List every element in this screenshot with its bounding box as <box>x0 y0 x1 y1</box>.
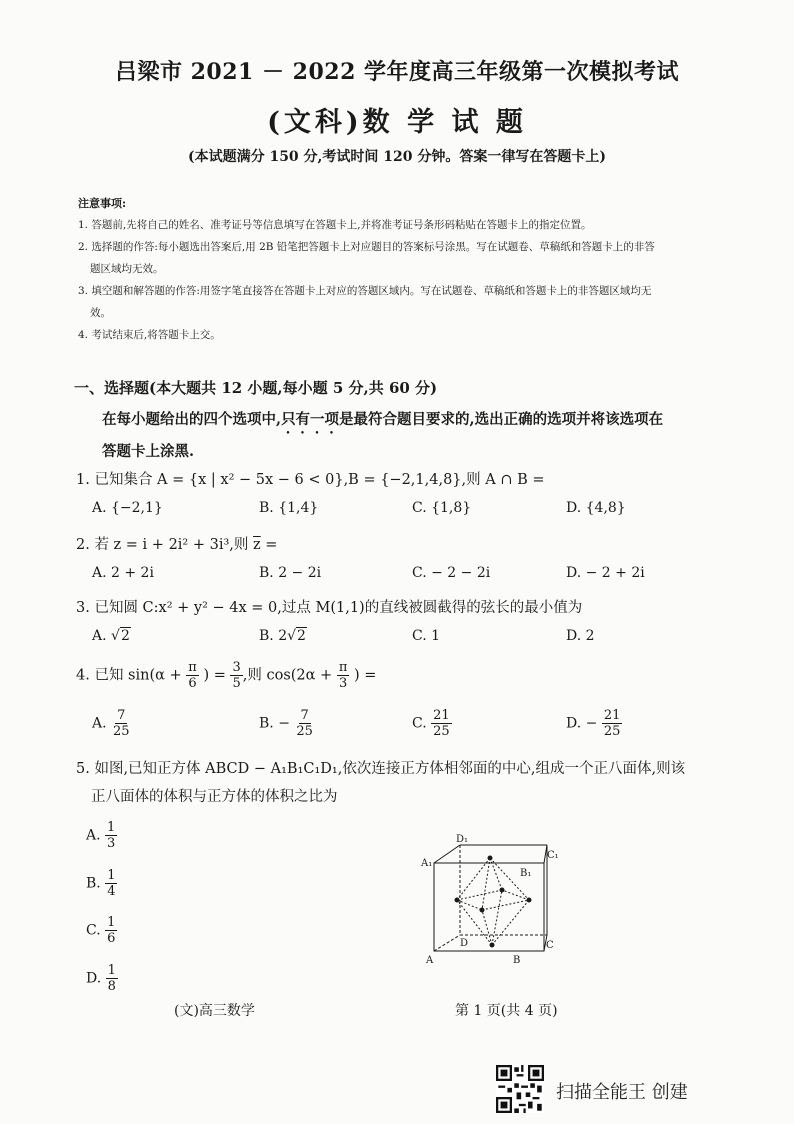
option-prefix: D. <box>86 970 102 987</box>
fraction-numerator: 21 <box>433 708 450 723</box>
q2-option-c: C. − 2 − 2i <box>412 565 491 581</box>
q5-option-c <box>86 915 117 946</box>
notice-item-continued: 题区域均无效。 <box>90 263 164 275</box>
option-fraction <box>111 708 132 739</box>
fraction-denominator: 25 <box>433 724 450 739</box>
option-fraction <box>602 708 623 739</box>
q4-fraction <box>186 660 199 691</box>
fraction-numerator: 3 <box>232 660 241 675</box>
fraction-numerator: 1 <box>107 963 116 978</box>
q2-stem-text: = <box>260 537 278 553</box>
q2-option-d: D. − 2 + 2i <box>566 565 645 581</box>
fraction-numerator: 1 <box>107 868 116 883</box>
q4-option-d <box>566 708 622 739</box>
fraction-denominator: 25 <box>113 724 130 739</box>
fraction-denominator: 25 <box>296 724 313 739</box>
vertex-label-a1: A₁ <box>421 858 433 869</box>
fraction-denominator: 8 <box>107 979 116 994</box>
option-prefix: B. <box>259 715 274 732</box>
fraction-denominator: 6 <box>107 931 116 946</box>
fraction-denominator: 3 <box>107 836 116 851</box>
notice-item: 4. 考试结束后,将答题卡上交。 <box>78 329 221 341</box>
option-fraction <box>431 708 452 739</box>
vertex-label-d1: D₁ <box>456 834 469 845</box>
q4-option-b <box>259 708 315 739</box>
q4-fraction <box>337 660 350 691</box>
cube-edge <box>434 845 460 863</box>
cube-octahedron-figure <box>412 828 572 978</box>
vertex-label-b1: B₁ <box>520 868 532 879</box>
vertex-label-a: A <box>426 955 434 966</box>
option-sign: − <box>585 715 598 732</box>
notice-item: 1. 答题前,先将自己的姓名、准考证号等信息填写在答题卡上,并将准考证号条形码粘贴在答题卡上的指定位置。 <box>78 219 592 231</box>
option-prefix: A. <box>86 827 101 844</box>
fraction-numerator: 1 <box>107 915 116 930</box>
vertex-label-b: B <box>513 955 521 966</box>
q3-option-b-label: B. 2 <box>259 628 288 644</box>
q4-stem-text: ,则 cos(2α + <box>242 667 333 684</box>
question-2-stem <box>76 533 277 554</box>
q2-conjugate: $\overline{z}$ <box>253 537 261 553</box>
exam-subtitle: (文科)数 学 试 题 <box>267 107 527 138</box>
q3-radicand: 2 <box>297 628 306 644</box>
option-fraction <box>105 868 117 899</box>
option-sign: − <box>278 715 290 732</box>
section-heading: 一、选择题(本大题共 12 小题,每小题 5 分,共 60 分) <box>74 379 438 397</box>
octahedron-edges <box>457 858 532 945</box>
q3-option-c: C. 1 <box>412 628 441 644</box>
question-1-stem: 1. 已知集合 A = {x | x² − 5x − 6 < 0},B = {−2,1,4,8},则 A ∩ B = <box>76 472 545 488</box>
fraction-denominator: 25 <box>603 724 621 739</box>
vertex-label-c1: C₁ <box>547 850 559 861</box>
fraction-denominator: 6 <box>188 676 197 691</box>
intro-text: 答题卡上涂黑. <box>102 443 195 460</box>
question-3-stem: 3. 已知圆 C:x² + y² − 4x = 0,过点 M(1,1)的直线被圆截得的弦长的最小值为 <box>76 600 583 616</box>
q4-fraction <box>230 660 242 691</box>
fraction-numerator: 7 <box>117 708 126 723</box>
question-5-stem-line2: 正八面体的体积与正方体的体积之比为 <box>91 789 338 805</box>
intro-text: 在每小题给出的四个选项中, <box>102 411 282 428</box>
option-fraction <box>106 963 118 994</box>
intro-text: 是最符合题目要求的,选出正确的选项并将该选项在 <box>339 411 664 428</box>
fraction-numerator: 7 <box>300 708 309 723</box>
notice-item: 3. 填空题和解答题的作答:用签字笔直接答在答题卡上对应的答题区域内。写在试题卷、草稿纸和答题卡上的非答题区域均无 <box>78 285 652 297</box>
q1-option-c: C. {1,8} <box>412 500 472 516</box>
option-prefix: D. <box>566 715 582 732</box>
q1-option-a: A. {−2,1} <box>92 500 163 516</box>
vertex-label-d: D <box>460 938 469 949</box>
option-fraction <box>105 915 117 946</box>
notice-item: 2. 选择题的作答:每小题选出答案后,用 2B 铅笔把答题卡上对应题目的答案标号涂黑。写在试题卷、草稿纸和答题卡上的非答 <box>78 241 655 253</box>
question-4-stem <box>76 660 376 691</box>
option-prefix: C. <box>412 715 427 732</box>
fraction-numerator: π <box>338 660 348 675</box>
q1-option-d: D. {4,8} <box>566 500 626 516</box>
fraction-numerator: 21 <box>603 708 621 723</box>
notice-title: 注意事项: <box>78 197 127 210</box>
q1-option-b: B. {1,4} <box>259 500 319 516</box>
scanner-watermark: 扫描全能王 创建 <box>556 1082 688 1103</box>
q4-stem-text: ) = <box>203 667 226 684</box>
notice-item-continued: 效。 <box>90 307 111 319</box>
q4-stem-text: ) = <box>353 667 377 684</box>
footer-page-number: 第 1 页(共 4 页) <box>455 1003 558 1019</box>
option-fraction <box>105 820 117 851</box>
fraction-numerator: 1 <box>107 820 116 835</box>
intro-emphasis: 只有一项 <box>281 411 340 428</box>
q2-option-a: A. 2 + 2i <box>92 565 154 581</box>
q5-option-a <box>86 820 117 851</box>
fraction-denominator: 3 <box>338 676 348 691</box>
qr-code-icon <box>496 1065 544 1113</box>
option-prefix: C. <box>86 922 101 939</box>
q2-stem-text: 2. 若 z = i + 2i² + 3i³,则 <box>76 537 254 553</box>
option-prefix: A. <box>92 715 107 732</box>
q3-option-d: D. 2 <box>566 628 595 644</box>
q5-option-d <box>86 963 118 994</box>
cube-hidden-edge <box>434 935 460 951</box>
option-fraction <box>294 708 315 739</box>
question-5-stem-line1: 5. 如图,已知正方体 ABCD − A₁B₁C₁D₁,依次连接正方体相邻面的中心,组成一个正八面体,则该 <box>76 761 686 777</box>
q3-option-a: A. √2 <box>92 628 130 644</box>
option-prefix: B. <box>86 875 101 892</box>
fraction-numerator: π <box>188 660 197 675</box>
q5-option-b <box>86 868 117 899</box>
vertex-label-c: C <box>546 940 554 951</box>
q4-option-c <box>412 708 452 739</box>
q2-option-b: B. 2 − 2i <box>259 565 322 581</box>
footer-subject: (文)高三数学 <box>174 1003 255 1019</box>
exam-title: 吕梁市 2021 － 2022 学年度高三年级第一次模拟考试 <box>114 59 680 85</box>
q3-radicand: 2 <box>120 628 130 644</box>
exam-info: (本试题满分 150 分,考试时间 120 分钟。答案一律写在答题卡上) <box>187 149 607 165</box>
fraction-denominator: 4 <box>107 884 116 899</box>
q4-option-a <box>92 708 132 739</box>
q3-option-a-label: A. <box>92 628 107 644</box>
q4-stem-text: 4. 已知 sin(α + <box>76 667 182 684</box>
notice-list <box>78 214 718 346</box>
q3-option-b: B. 2√2 <box>259 628 306 644</box>
section-intro <box>102 405 722 466</box>
fraction-denominator: 5 <box>232 676 241 691</box>
